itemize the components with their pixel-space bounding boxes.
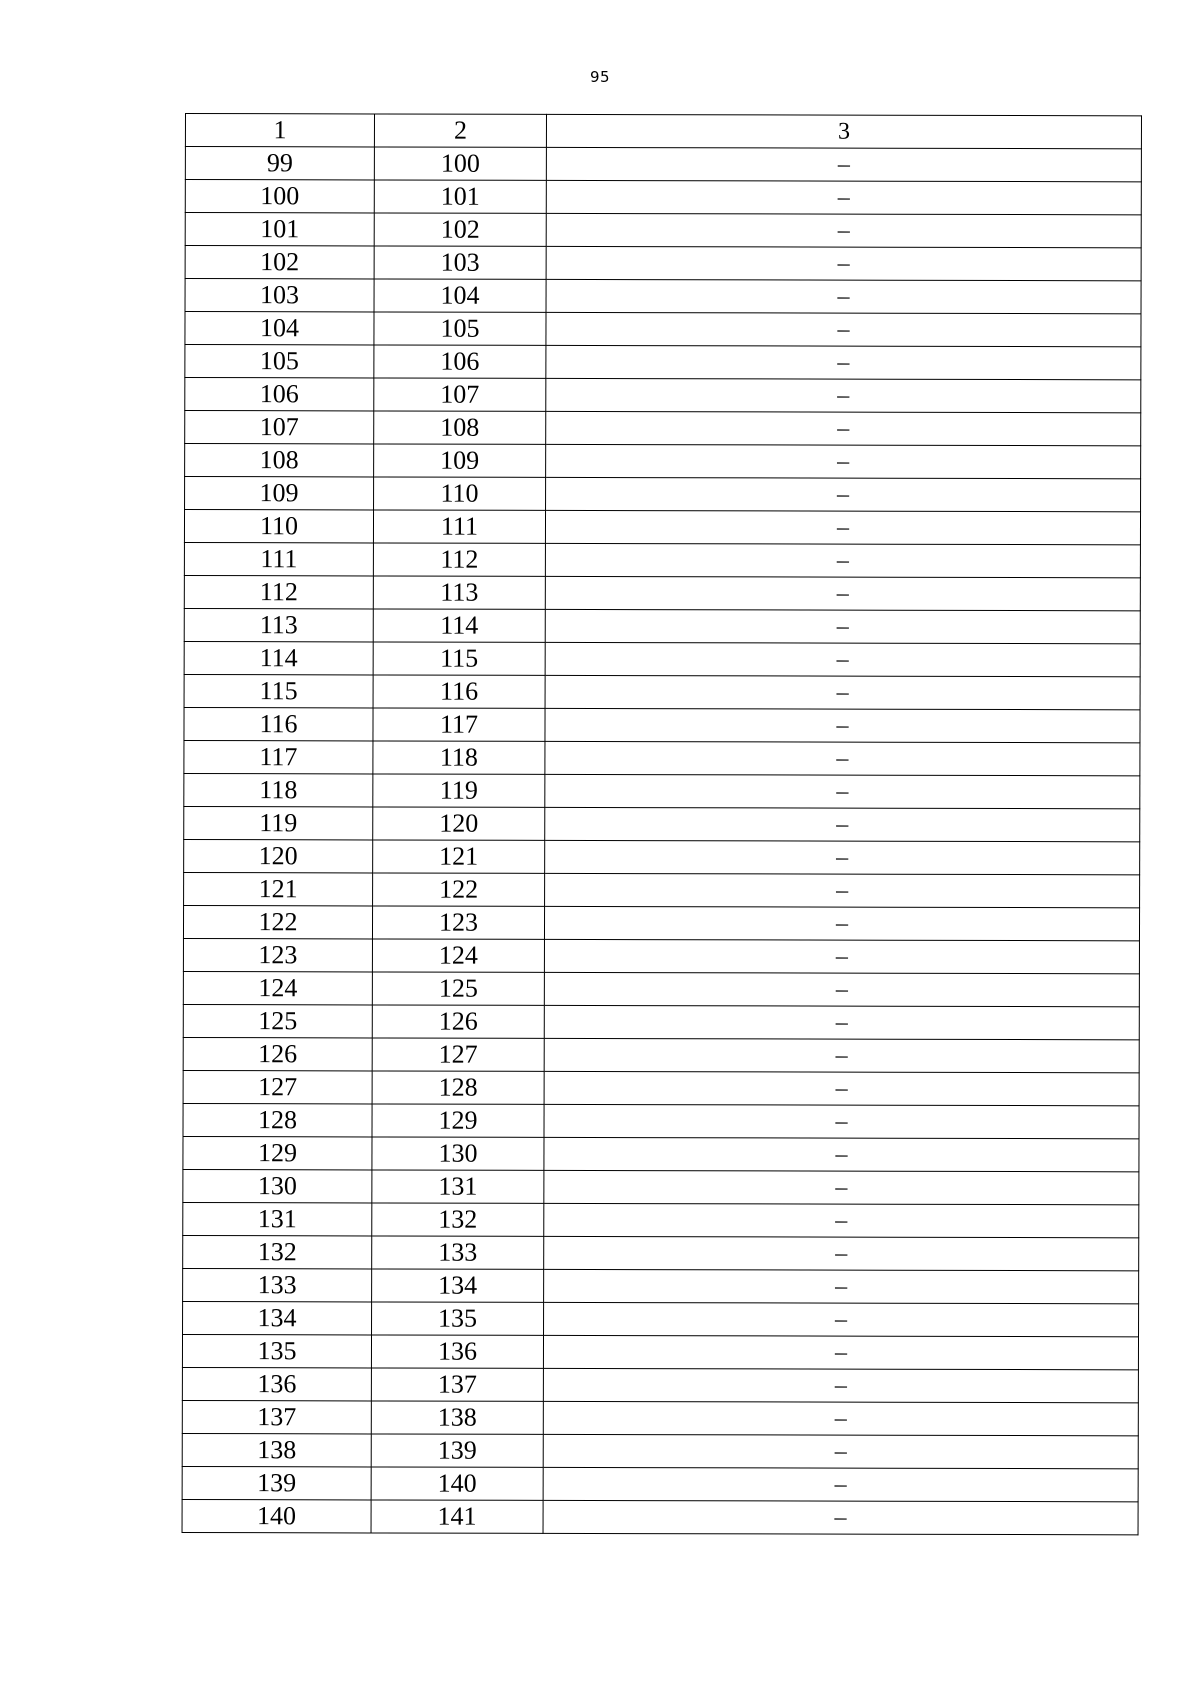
table-container [182,113,1141,1535]
table-cell-col-3: – [545,873,1140,907]
table-cell-col-3: – [544,939,1139,973]
table-row [185,444,1141,479]
table-cell-col-3: – [545,708,1140,742]
table-row [183,905,1139,940]
table-cell-col-1: 128 [183,1103,372,1136]
table-cell-col-2: 138 [371,1401,543,1434]
table-cell-col-1: 123 [183,938,372,971]
table-cell-col-2: 121 [373,840,545,873]
table-cell-col-3: – [546,180,1141,214]
table-row [183,971,1139,1006]
table-cell-col-2: 112 [373,543,545,576]
table-cell-col-3: – [544,1038,1139,1072]
table-cell-col-1: 136 [182,1367,371,1400]
table-cell-col-1: 137 [182,1400,371,1433]
table-row [184,740,1140,775]
table-cell-col-3: – [545,840,1140,874]
table-cell-col-1: 104 [185,312,374,345]
table-cell-col-1: 115 [184,674,373,707]
table-cell-col-1: 105 [185,345,374,378]
table-cell-col-1: 111 [184,542,373,575]
table-row [183,1202,1139,1237]
table-cell-col-1: 130 [183,1169,372,1202]
table-cell-col-2: 127 [372,1038,544,1071]
table-cell-col-1: 120 [184,839,373,872]
table-cell-col-1: 127 [183,1070,372,1103]
table-cell-col-1: 112 [184,575,373,608]
table-cell-col-1: 140 [182,1499,371,1532]
table-cell-col-2: 133 [372,1236,544,1269]
table-cell-col-2: 116 [373,675,545,708]
table-cell-col-3: – [544,1137,1139,1171]
table-cell-col-3: – [544,972,1139,1006]
table-cell-col-1: 133 [183,1268,372,1301]
table-cell-col-3: – [545,510,1140,544]
table-row [183,1103,1139,1138]
table-cell-col-1: 139 [182,1466,371,1499]
table-cell-col-1: 124 [183,971,372,1004]
table-row [184,542,1140,577]
table-cell-col-1: 131 [183,1202,372,1235]
table-cell-col-2: 131 [372,1170,544,1203]
table-cell-col-3: – [546,312,1141,346]
table-row [183,1070,1139,1105]
table-row [183,1037,1139,1072]
table-row [184,839,1140,874]
table-row [184,510,1140,545]
table-cell-col-2: 113 [373,576,545,609]
table-cell-col-2: 125 [372,972,544,1005]
table-cell-col-3: – [544,1302,1139,1336]
header-cell-2: 2 [374,114,546,147]
header-cell-3: 3 [546,114,1141,148]
table-cell-col-1: 101 [185,213,374,246]
table-cell-col-3: – [543,1434,1138,1468]
table-cell-col-1: 119 [184,806,373,839]
table-row [183,1169,1139,1204]
table-cell-col-2: 130 [372,1137,544,1170]
table-row [185,312,1141,347]
table-cell-col-2: 135 [372,1302,544,1335]
table-cell-col-3: – [545,576,1140,610]
table-cell-col-3: – [545,741,1140,775]
table-cell-col-3: – [546,147,1141,181]
table-cell-col-2: 105 [374,312,546,345]
table-cell-col-1: 129 [183,1136,372,1169]
table-row [185,477,1141,512]
table-cell-col-2: 123 [372,906,544,939]
table-cell-col-2: 128 [372,1071,544,1104]
table-row [183,1301,1139,1336]
table-cell-col-1: 106 [185,378,374,411]
table-cell-col-3: – [545,609,1140,643]
table-cell-col-3: – [544,1269,1139,1303]
page-number: 95 [589,68,611,86]
table-cell-col-1: 114 [184,641,373,674]
table-cell-col-2: 111 [373,510,545,543]
table-cell-col-2: 119 [373,774,545,807]
table-cell-col-3: – [546,411,1141,445]
table-row [185,147,1141,182]
table-cell-col-1: 107 [185,411,374,444]
table-row [185,180,1141,215]
table-row [184,707,1140,742]
table-cell-col-2: 140 [371,1467,543,1500]
table-cell-col-3: – [543,1500,1138,1534]
table-cell-col-3: – [544,1104,1139,1138]
table-cell-col-3: – [543,1335,1138,1369]
table-cell-col-2: 137 [371,1368,543,1401]
table-cell-col-2: 104 [374,279,546,312]
table-row [184,806,1140,841]
table-cell-col-2: 141 [371,1500,543,1533]
table-row [185,279,1141,314]
table-cell-col-2: 118 [373,741,545,774]
table-row [184,575,1140,610]
table-row [183,938,1139,973]
table-cell-col-2: 126 [372,1005,544,1038]
table-row [183,1136,1139,1171]
table-cell-col-3: – [543,1368,1138,1402]
table-cell-col-2: 139 [371,1434,543,1467]
table-cell-col-2: 134 [372,1269,544,1302]
table-row [182,1433,1138,1468]
table-cell-col-3: – [544,1203,1139,1237]
table-cell-col-2: 114 [373,609,545,642]
table-cell-col-3: – [543,1467,1138,1501]
header-cell-1: 1 [185,114,374,147]
table-row [184,872,1140,907]
table-cell-col-3: – [545,807,1140,841]
table-row [182,1367,1138,1402]
table-cell-col-3: – [546,279,1141,313]
table-cell-col-3: – [544,1170,1139,1204]
table-cell-col-1: 103 [185,279,374,312]
table-cell-col-3: – [546,246,1141,280]
table-cell-col-2: 101 [374,180,546,213]
table-cell-col-1: 113 [184,608,373,641]
table-cell-col-1: 132 [183,1235,372,1268]
table-cell-col-2: 109 [374,444,546,477]
table-cell-col-1: 125 [183,1004,372,1037]
table-row [182,1400,1138,1435]
table-cell-col-2: 108 [374,411,546,444]
table-cell-col-1: 110 [184,510,373,543]
table-row [182,1334,1138,1369]
table-cell-col-1: 100 [185,180,374,213]
table-cell-col-3: – [546,444,1141,478]
table-cell-col-3: – [545,675,1140,709]
table-cell-col-2: 106 [374,345,546,378]
table-cell-col-2: 124 [372,939,544,972]
table-header-row [185,114,1141,149]
table-cell-col-1: 134 [183,1301,372,1334]
table-cell-col-3: – [544,906,1139,940]
table-cell-col-3: – [544,1005,1139,1039]
data-table [182,113,1142,1535]
table-cell-col-3: – [546,345,1141,379]
table-cell-col-3: – [544,1071,1139,1105]
table-row [183,1268,1139,1303]
table-row [184,773,1140,808]
table-row [183,1004,1139,1039]
table-body [182,114,1141,1535]
table-cell-col-3: – [545,774,1140,808]
table-cell-col-2: 107 [374,378,546,411]
table-cell-col-1: 108 [185,444,374,477]
table-cell-col-1: 126 [183,1037,372,1070]
table-cell-col-2: 110 [374,477,546,510]
table-cell-col-3: – [546,378,1141,412]
table-cell-col-2: 132 [372,1203,544,1236]
table-cell-col-2: 102 [374,213,546,246]
table-row [185,213,1141,248]
table-cell-col-1: 102 [185,246,374,279]
table-cell-col-3: – [546,213,1141,247]
table-row [185,345,1141,380]
table-cell-col-1: 121 [184,872,373,905]
table-cell-col-2: 100 [374,147,546,180]
table-cell-col-1: 122 [183,905,372,938]
table-cell-col-1: 116 [184,707,373,740]
table-row [185,411,1141,446]
table-cell-col-2: 120 [373,807,545,840]
table-row [184,608,1140,643]
table-cell-col-3: – [544,1236,1139,1270]
table-row [185,246,1141,281]
table-cell-col-2: 115 [373,642,545,675]
table-row [184,641,1140,676]
table-row [184,674,1140,709]
table-cell-col-1: 99 [185,147,374,180]
table-row [183,1235,1139,1270]
table-cell-col-3: – [543,1401,1138,1435]
table-cell-col-3: – [545,543,1140,577]
table-cell-col-3: – [546,477,1141,511]
table-cell-col-1: 117 [184,740,373,773]
table-cell-col-1: 138 [182,1433,371,1466]
table-row [182,1499,1138,1534]
table-cell-col-1: 109 [185,477,374,510]
table-cell-col-2: 103 [374,246,546,279]
table-cell-col-2: 129 [372,1104,544,1137]
table-row [185,378,1141,413]
table-cell-col-2: 136 [371,1335,543,1368]
table-cell-col-1: 135 [182,1334,371,1367]
table-cell-col-2: 122 [373,873,545,906]
table-row [182,1466,1138,1501]
table-cell-col-1: 118 [184,773,373,806]
table-cell-col-2: 117 [373,708,545,741]
table-cell-col-3: – [545,642,1140,676]
